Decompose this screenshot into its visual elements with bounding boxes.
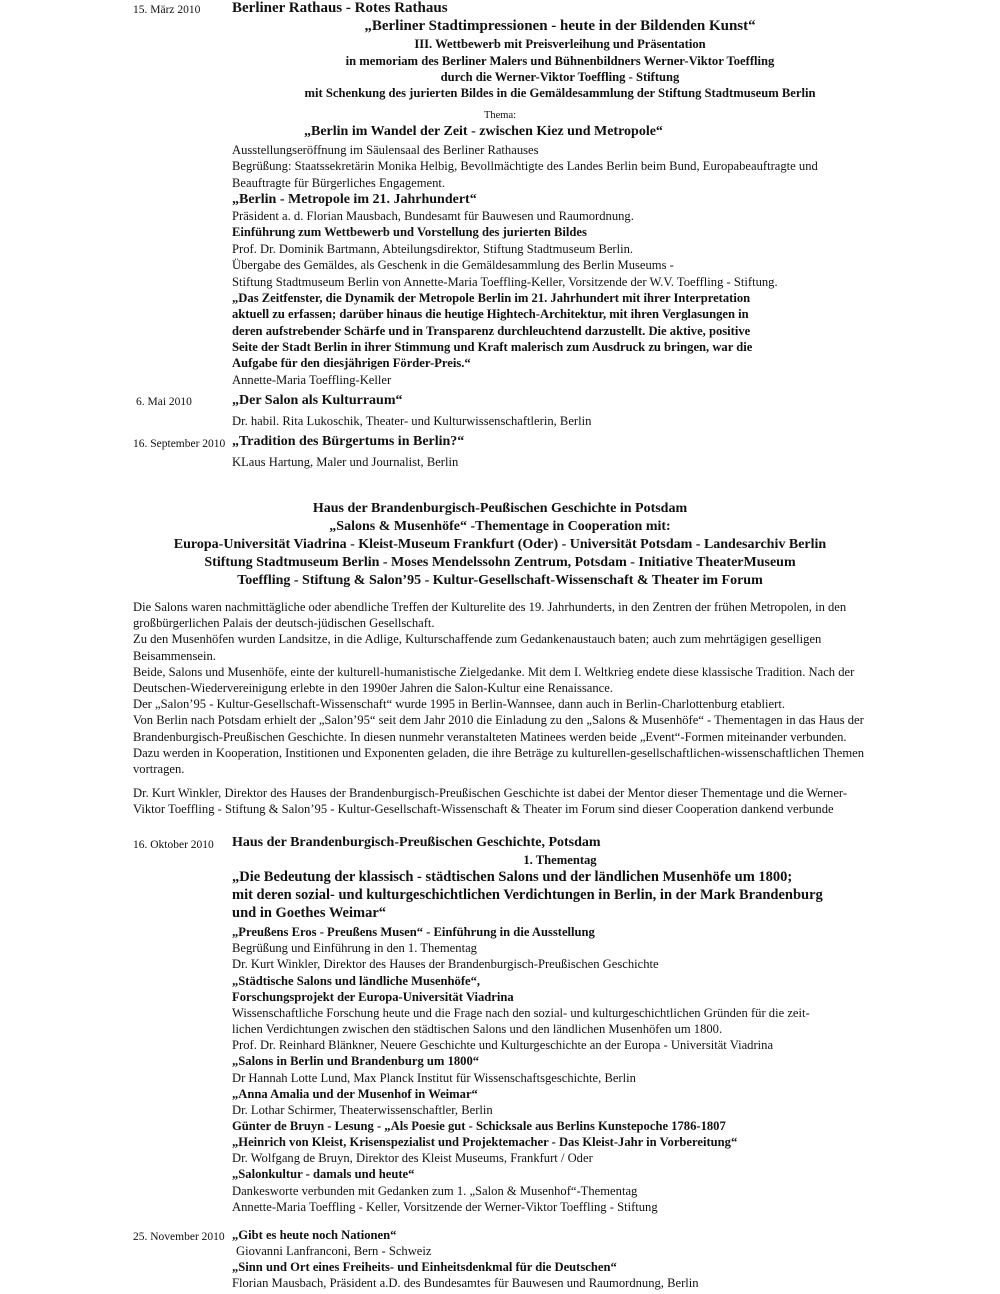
event-subtitle: mit Schenkung des jurierten Bildes in die Gemäldesammlung der Stiftung Stadtmuseum Berlin bbox=[304, 86, 816, 100]
event-venue: Berliner Rathaus - Rotes Rathaus bbox=[232, 0, 448, 16]
text-line: Annette-Maria Toeffling-Keller bbox=[232, 373, 392, 387]
quote-line: deren aufstrebender Schärfe und in Transparenz durchleuchtend darzustellt. Die aktive, positive bbox=[232, 324, 751, 338]
event-subtitle: in memoriam des Berliner Malers und Bühnenbildners Werner-Viktor Toeffling bbox=[345, 54, 775, 68]
speaker: Dr Hannah Lotte Lund, Max Planck Institut für Wissenschaftsgeschichte, Berlin bbox=[232, 1071, 636, 1085]
event-venue: Haus der Brandenburgisch-Preußischen Geschichte, Potsdam bbox=[232, 835, 601, 850]
talk-title: „Städtische Salons und ländliche Musenhöfe“, bbox=[232, 974, 481, 988]
text-line: Präsident a. d. Florian Mausbach, Bundesamt für Bauwesen und Raumordnung. bbox=[232, 209, 634, 223]
talk-title: „Salons in Berlin und Brandenburg um 1800“ bbox=[232, 1054, 480, 1068]
text-line: lichen Verdichtungen zwischen den städtischen Salons und den ländlichen Musenhöfen um 1800. bbox=[232, 1022, 723, 1036]
quote-line: aktuell zu erfassen; darüber hinaus die heutige Hightech-Architektur, mit ihren Verglasungen in bbox=[232, 307, 749, 321]
event-title: und in Goethes Weimar“ bbox=[232, 905, 387, 921]
event-title: mit deren sozial- und kulturgeschichtlichen Verdichtungen in Berlin, in der Mark Brandenburg bbox=[232, 887, 823, 903]
speaker: Dr. Wolfgang de Bruyn, Direktor des Kleist Museums, Frankfurt / Oder bbox=[232, 1151, 593, 1165]
thema-label: Thema: bbox=[483, 110, 517, 121]
event-subtitle: 1. Thementag bbox=[523, 853, 597, 867]
section-heading: Europa-Universität Viadrina - Kleist-Museum Frankfurt (Oder) - Universität Potsdam - Landesarchiv Berlin bbox=[173, 537, 827, 552]
event-subtitle: durch die Werner-Viktor Toeffling - Stiftung bbox=[440, 70, 680, 84]
section-heading: Stiftung Stadtmuseum Berlin - Moses Mendelssohn Zentrum, Potsdam - Initiative TheaterMuseum bbox=[204, 555, 796, 570]
text-line: Wissenschaftliche Forschung heute und die Frage nach den sozial- und kulturgeschichtlichen Gründen für die zeit- bbox=[232, 1006, 810, 1020]
talk-title: „Der Salon als Kulturraum“ bbox=[232, 393, 403, 408]
paragraph: Von Berlin nach Potsdam erhielt der „Salon’95“ seit dem Jahr 2010 die Einladung zu den „Salons & Musenhöfe“ - Thementagen in das Haus der Brandenburgisch-Preußischen Geschichte. In diesen nunmehr veranstalteten Matinees werden beide „Event“-Formen miteinander verbunden. Dazu werden in Kooperation, Institionen und Exponenten geladen, die ihre Beträge zu kulturellen-gesellschaftlichen-wissenschaftlichen Themen vortragen. bbox=[133, 713, 865, 777]
section-heading: Haus der Brandenburgisch-Peußischen Geschichte in Potsdam bbox=[312, 501, 688, 516]
text-line: Begrüßung: Staatssekretärin Monika Helbig, Bevollmächtigte des Landes Berlin beim Bund, Europabeauftragte und bbox=[232, 159, 818, 173]
quote-line: „Das Zeitfenster, die Dynamik der Metropole Berlin im 21. Jahrhundert mit ihrer Interpretation bbox=[232, 291, 751, 305]
event-date: 16. September 2010 bbox=[133, 438, 226, 450]
event-title: „Die Bedeutung der klassisch - städtischen Salons und der ländlichen Musenhöfe um 1800; bbox=[232, 869, 793, 885]
talk-title: „Heinrich von Kleist, Krisenspezialist und Projektemacher - Das Kleist-Jahr in Vorbereitung“ bbox=[232, 1135, 738, 1149]
speaker: KLaus Hartung, Maler und Journalist, Berlin bbox=[232, 455, 459, 469]
event-date: 25. November 2010 bbox=[133, 1231, 225, 1243]
talk-title: Forschungsprojekt der Europa-Universität Viadrina bbox=[232, 990, 514, 1004]
paragraph: Dr. Kurt Winkler, Direktor des Hauses der Brandenburgisch-Preußischen Geschichte ist dabei der Mentor dieser Thementage und die Werner-Viktor Toeffling - Stiftung & Salon’95 - Kultur-Gesellschaft-Wissenschaft & Theater im Forum sind dieser Cooperation dankend verbunde bbox=[133, 786, 848, 817]
quote-line: Aufgabe für den diesjährigen Förder-Preis.“ bbox=[232, 356, 471, 370]
text-line: Stiftung Stadtmuseum Berlin von Annette-Maria Toeffling-Keller, Vorsitzende der W.V. Toeffling - Stiftung. bbox=[232, 275, 778, 289]
section-heading: Toeffling - Stiftung & Salon’95 - Kultur-Gesellschaft-Wissenschaft & Theater im Forum bbox=[237, 573, 763, 588]
speaker: Dr. Lothar Schirmer, Theaterwissenschaftler, Berlin bbox=[232, 1103, 493, 1117]
talk-title: „Salonkultur - damals und heute“ bbox=[232, 1167, 415, 1181]
speaker: Prof. Dr. Reinhard Blänkner, Neuere Geschichte und Kulturgeschichte an der Europa - Universität Viadrina bbox=[232, 1038, 774, 1052]
talk-title: Einführung zum Wettbewerb und Vorstellung des jurierten Bildes bbox=[232, 225, 587, 239]
speaker: Florian Mausbach, Präsident a.D. des Bundesamtes für Bauwesen und Raumordnung, Berlin bbox=[232, 1276, 699, 1290]
speaker: Annette-Maria Toeffling - Keller, Vorsitzende der Werner-Viktor Toeffling - Stiftung bbox=[232, 1200, 658, 1214]
speaker: Dr. Kurt Winkler, Direktor des Hauses der Brandenburgisch-Preußischen Geschichte bbox=[232, 957, 659, 971]
talk-title: „Gibt es heute noch Nationen“ bbox=[232, 1228, 397, 1242]
talk-title: „Anna Amalia und der Musenhof in Weimar“ bbox=[232, 1087, 478, 1101]
talk-title: „Preußens Eros - Preußens Musen“ - Einführung in die Ausstellung bbox=[232, 925, 595, 939]
text-line: Prof. Dr. Dominik Bartmann, Abteilungsdirektor, Stiftung Stadtmuseum Berlin. bbox=[232, 242, 634, 256]
section-heading: „Salons & Musenhöfe“ -Thementage in Cooperation mit: bbox=[329, 519, 671, 534]
talk-title: „Berlin - Metropole im 21. Jahrhundert“ bbox=[232, 192, 477, 207]
text-line: Beauftragte für Bürgerliches Engagement. bbox=[232, 176, 446, 190]
talk-title: „Sinn und Ort eines Freiheits- und Einheitsdenkmal für die Deutschen“ bbox=[232, 1260, 617, 1274]
thema-title: „Berlin im Wandel der Zeit - zwischen Kiez und Metropole“ bbox=[304, 124, 663, 139]
paragraph: Die Salons waren nachmittägliche oder abendliche Treffen der Kulturelite des 19. Jahrhunderts, in den Zentren der frühen Metropolen, in den großbürgerlichen Palais der deutsch-jüdischen Gesellschaft. bbox=[133, 600, 847, 631]
quote-line: Seite der Stadt Berlin in ihrer Stimmung und Kraft malerisch zum Ausdruck zu bringen, war die bbox=[232, 340, 753, 354]
event-subtitle: III. Wettbewerb mit Preisverleihung und Präsentation bbox=[414, 37, 706, 51]
event-date: 16. Oktober 2010 bbox=[133, 839, 214, 851]
talk-title: Günter de Bruyn - Lesung - „Als Poesie gut - Schicksale aus Berlins Kunstepoche 1786-1807 bbox=[232, 1119, 726, 1133]
paragraph: Zu den Musenhöfen wurden Landsitze, in die Adlige, Kulturschaffende zum Gedankenaustauch baten; auch zum mehrtägigen geselligen Beisammensein. bbox=[133, 632, 822, 663]
talk-title: „Tradition des Bürgertums in Berlin?“ bbox=[232, 434, 465, 449]
text-line: Begrüßung und Einführung in den 1. Thementag bbox=[232, 941, 477, 955]
paragraph: Beide, Salons und Musenhöfe, einte der kulturell-humanistische Zielgedanke. Mit dem I. Weltkrieg endete diese klassische Tradition. Nach der Deutschen-Wiedervereinigung erlebte in den 1990er Jahren die Salon-Kultur eine Renaissance. bbox=[133, 664, 855, 696]
text-line: Ausstellungseröffnung im Säulensaal des Berliner Rathauses bbox=[232, 143, 539, 157]
speaker: Giovanni Lanfranconi, Bern - Schweiz bbox=[236, 1244, 432, 1258]
text-line: Übergabe des Gemäldes, als Geschenk in die Gemäldesammlung des Berlin Museums - bbox=[232, 258, 674, 272]
paragraph: Der „Salon’95 - Kultur-Gesellschaft-Wissenschaft“ wurde 1995 in Berlin-Wannsee, dann auch in Berlin-Charlottenburg etabliert. bbox=[133, 697, 785, 712]
event-title: „Berliner Stadtimpressionen - heute in der Bildenden Kunst“ bbox=[364, 18, 756, 34]
event-date: 15. März 2010 bbox=[133, 4, 201, 16]
event-date: 6. Mai 2010 bbox=[136, 396, 192, 408]
text-line: Dankesworte verbunden mit Gedanken zum 1. „Salon & Musenhof“-Thementag bbox=[232, 1184, 638, 1198]
intro-text bbox=[133, 599, 868, 818]
speaker: Dr. habil. Rita Lukoschik, Theater- und Kulturwissenschaftlerin, Berlin bbox=[232, 414, 592, 428]
